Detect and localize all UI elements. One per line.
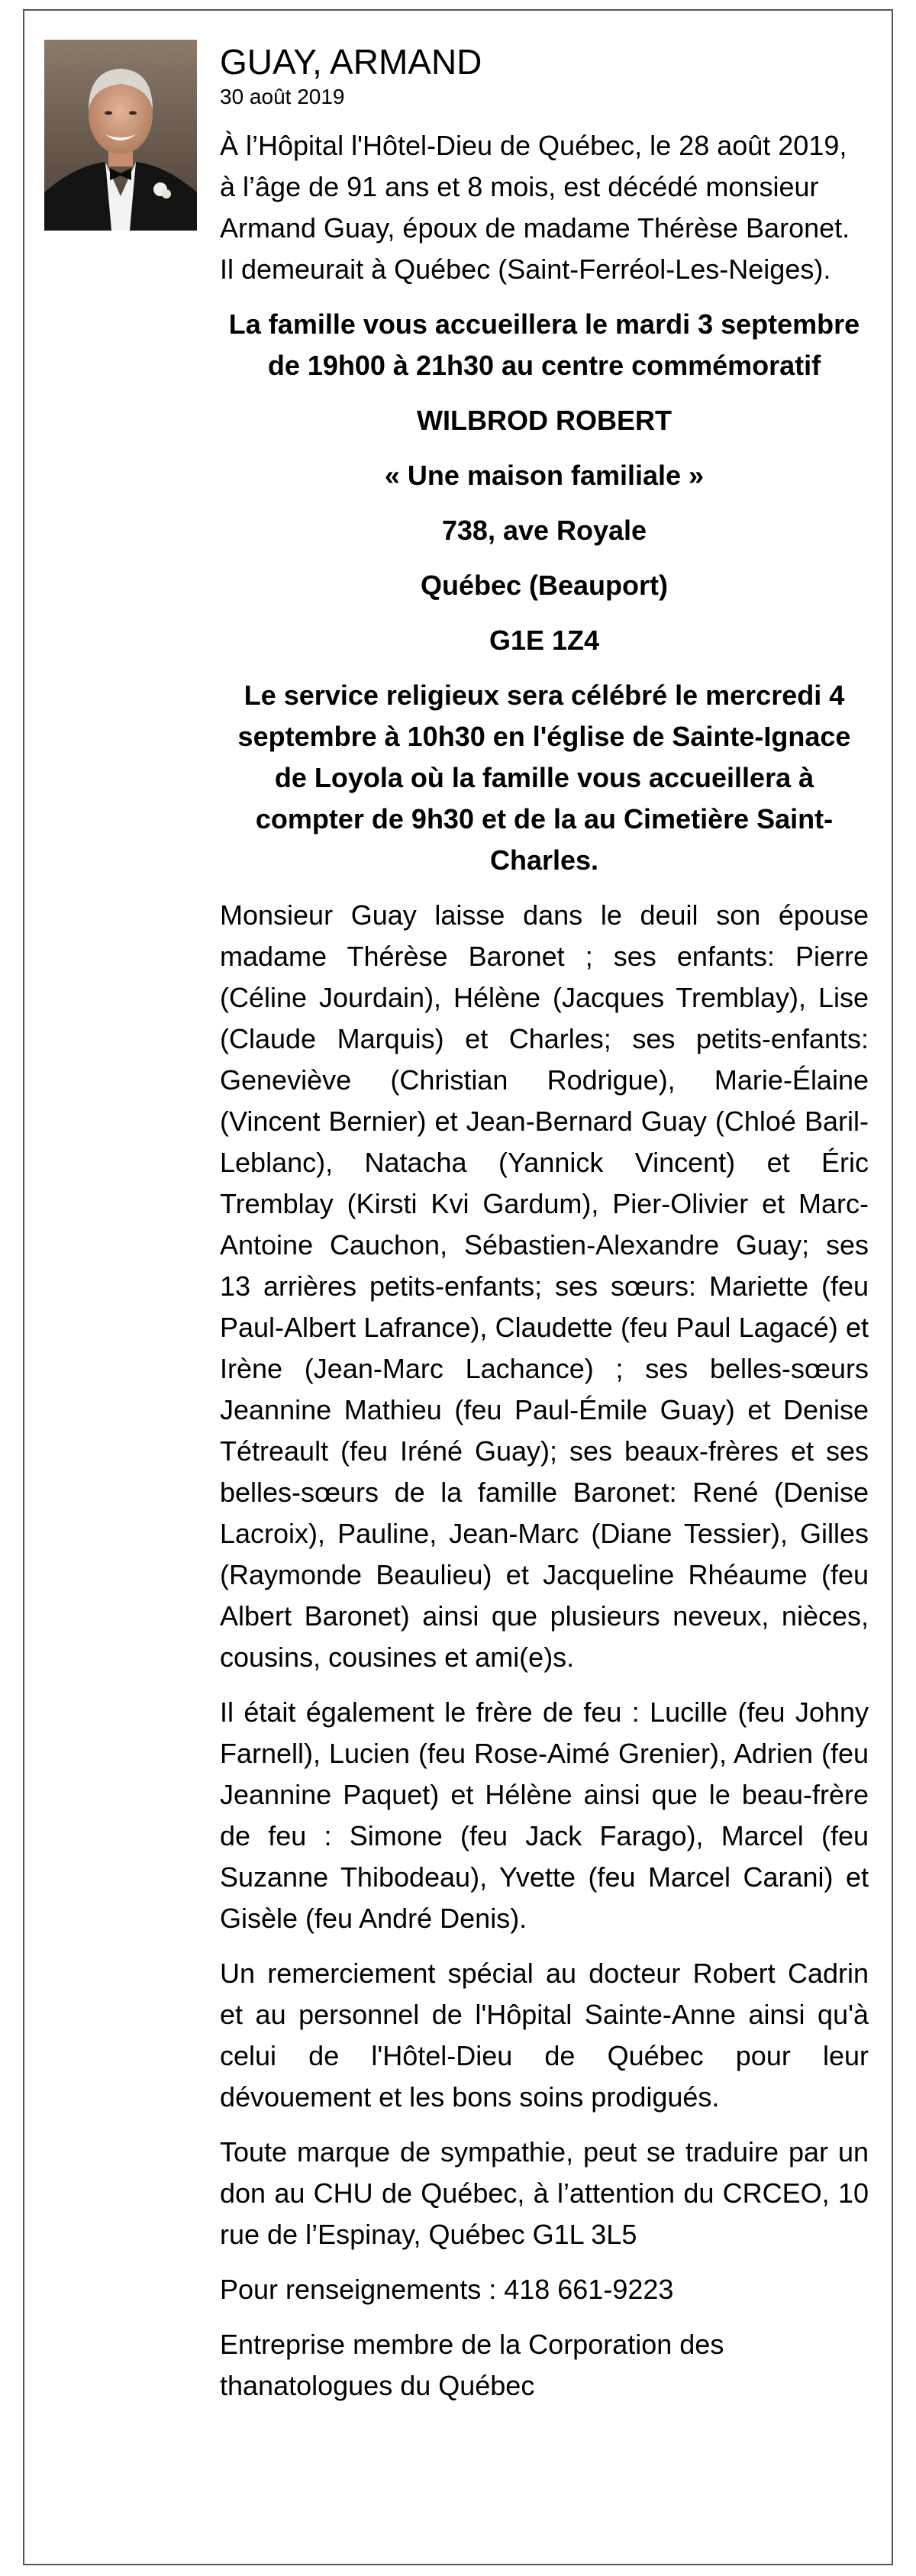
corporation-note: Entreprise membre de la Corporation des thanatologues du Québec	[220, 2328, 724, 2401]
publication-date: 30 août 2019	[220, 85, 345, 109]
service-paragraph: Le service religieux sera célébré le mercredi 4 septembre à 10h30 en l'église de Sainte-Ignace de Loyola où la famille vous accueillera à compter de 9h30 et de la au Cimetière Saint-Charles.	[237, 679, 851, 876]
funeral-home-tagline: « Une maison familiale »	[384, 459, 705, 491]
funeral-home-street: 738, ave Royale	[441, 514, 647, 546]
obituary-card	[23, 9, 893, 2565]
intro-paragraph: À l’Hôpital l'Hôtel-Dieu de Québec, le 28 août 2019, à l’âge de 91 ans et 8 mois, est décédé monsieur Armand Guay, époux de madame Thérèse Baronet. Il demeurait à Québec (Saint-Ferréol-Les-Neiges).	[220, 129, 850, 285]
predeceased-paragraph: Il était également le frère de feu : Lucille (feu Johny Farnell), Lucien (feu Rose-Aimé Grenier), Adrien (feu Jeannine Paquet) et Hélène ainsi que le beau-frère de feu : Simone (feu Jack Farago), Marcel (feu Suzanne Thibodeau), Yvette (feu Marcel Carani) et Gisèle (feu André Denis).	[220, 1696, 869, 1934]
thanks-paragraph: Un remerciement spécial au docteur Robert Cadrin et au personnel de l'Hôpital Sainte-Anne ainsi qu'à celui de l'Hôtel-Dieu de Québec pour leur dévouement et les bons soins prodigués.	[220, 1957, 869, 2113]
funeral-home-city: Québec (Beauport)	[420, 569, 669, 601]
donation-paragraph: Toute marque de sympathie, peut se traduire par un don au CHU de Québec, à l’attention du CRCEO, 10 rue de l’Espinay, Québec G1L 3L5	[220, 2135, 869, 2250]
visitation-paragraph: La famille vous accueillera le mardi 3 septembre de 19h00 à 21h30 au centre commémoratif	[228, 308, 860, 381]
deceased-name: GUAY, ARMAND	[220, 42, 482, 82]
portrait-photo	[44, 40, 197, 231]
survivors-paragraph: Monsieur Guay laisse dans le deuil son épouse madame Thérèse Baronet ; ses enfants: Pierre (Céline Jourdain), Hélène (Jacques Tremblay), Lise (Claude Marquis) et Charles; ses petits-enfants: Geneviève (Christian Rodrigue), Marie-Élaine (Vincent Bernier) et Jean-Bernard Guay (Chloé Baril-Leblanc), Natacha (Yannick Vincent) et Éric Tremblay (Kirsti Kvi Gardum), Pier-Olivier et Marc-Antoine Cauchon, Sébastien-Alexandre Guay; ses 13 arrières petits-enfants; ses sœurs: Mariette (feu Paul-Albert Lafrance), Claudette (feu Paul Lagacé) et Irène (Jean-Marc Lachance) ; ses belles-sœurs Jeannine Mathieu (feu Paul-Émile Guay) et Denise Tétreault (feu Iréné Guay); ses beaux-frères et ses belles-sœurs de la famille Baronet: René (Denise Lacroix), Pauline, Jean-Marc (Diane Tessier), Gilles (Raymonde Beaulieu) et Jacqueline Rhéaume (feu Albert Baronet) ainsi que plusieurs neveux, nièces, cousins, cousines et ami(e)s.	[220, 899, 869, 1673]
funeral-home-name: WILBROD ROBERT	[417, 404, 672, 436]
obituary-content	[220, 41, 869, 2420]
funeral-home-postal: G1E 1Z4	[489, 624, 600, 656]
info-phone: Pour renseignements : 418 661-9223	[220, 2273, 674, 2305]
